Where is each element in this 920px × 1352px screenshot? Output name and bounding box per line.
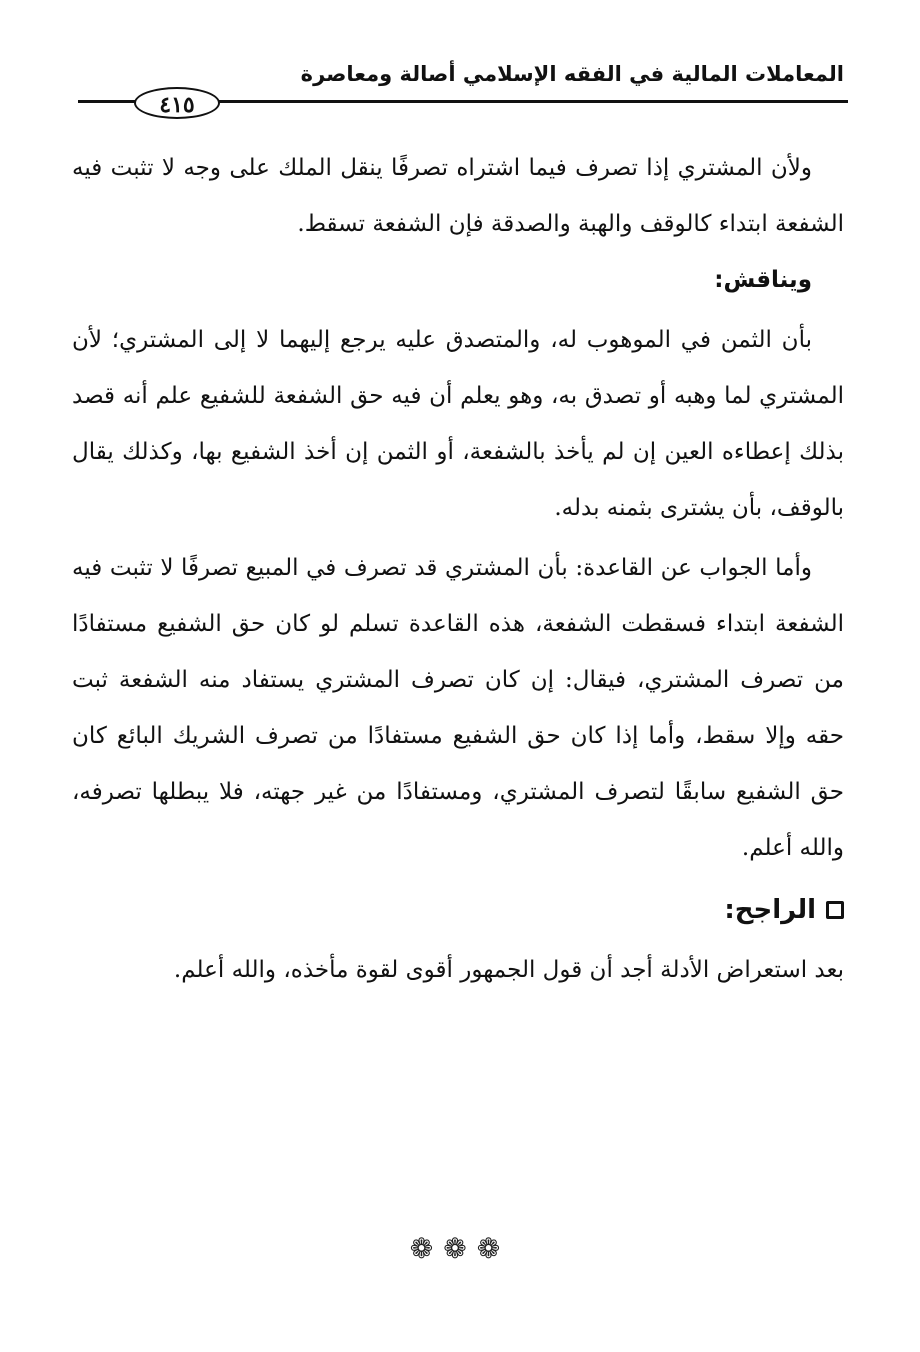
running-header-title: المعاملات المالية في الفقه الإسلامي أصالة ومعاصرة (300, 62, 844, 86)
main-text-block (72, 140, 844, 998)
page-number-badge: ٤١٥ (134, 87, 220, 119)
paragraph-2: بأن الثمن في الموهوب له، والمتصدق عليه يرجع إليهما لا إلى المشتري؛ لأن المشتري لما وهبه أو تصدق به، وهو يعلم أن فيه حق الشفعة للشفيع علم أنه قصد بذلك إعطاءه العين إن لم يأخذ بالشفعة، أو الثمن إن أخذ الشفيع بها، وكذلك يقال بالوقف، بأن يشترى بثمنه بدله. (72, 327, 844, 521)
paragraph-3: وأما الجواب عن القاعدة: بأن المشتري قد تصرف في المبيع تصرفًا لا تثبت فيه الشفعة ابتداء فسقطت الشفعة، هذه القاعدة تسلم لو كان حق الشفيع مستفادًا من تصرف المشتري، فيقال: إن كان تصرف المشتري يستفاد منه الشفعة ثبت حقه وإلا سقط، وأما إذا كان حق الشفيع مستفادًا من تصرف الشريك البائع كان حق الشفيع سابقًا لتصرف المشتري، ومستفادًا من غير جهته، فلا يبطلها تصرفه، والله أعلم. (72, 555, 844, 861)
preponderant-heading (72, 882, 844, 938)
square-bullet-icon (826, 901, 844, 919)
paragraph-1: ولأن المشتري إذا تصرف فيما اشتراه تصرفًا ينقل الملك على وجه لا تثبت فيه الشفعة ابتداء كالوقف والهبة والصدقة فإن الشفعة تسقط. (72, 155, 844, 237)
flower-ornament-icon: ❁❁❁ (409, 1232, 511, 1265)
paragraph-4: بعد استعراض الأدلة أجد أن قول الجمهور أقوى لقوة مأخذه، والله أعلم. (173, 957, 844, 983)
discussion-label: ويناقش: (714, 267, 812, 293)
preponderant-heading-text: الراجح: (724, 895, 816, 925)
